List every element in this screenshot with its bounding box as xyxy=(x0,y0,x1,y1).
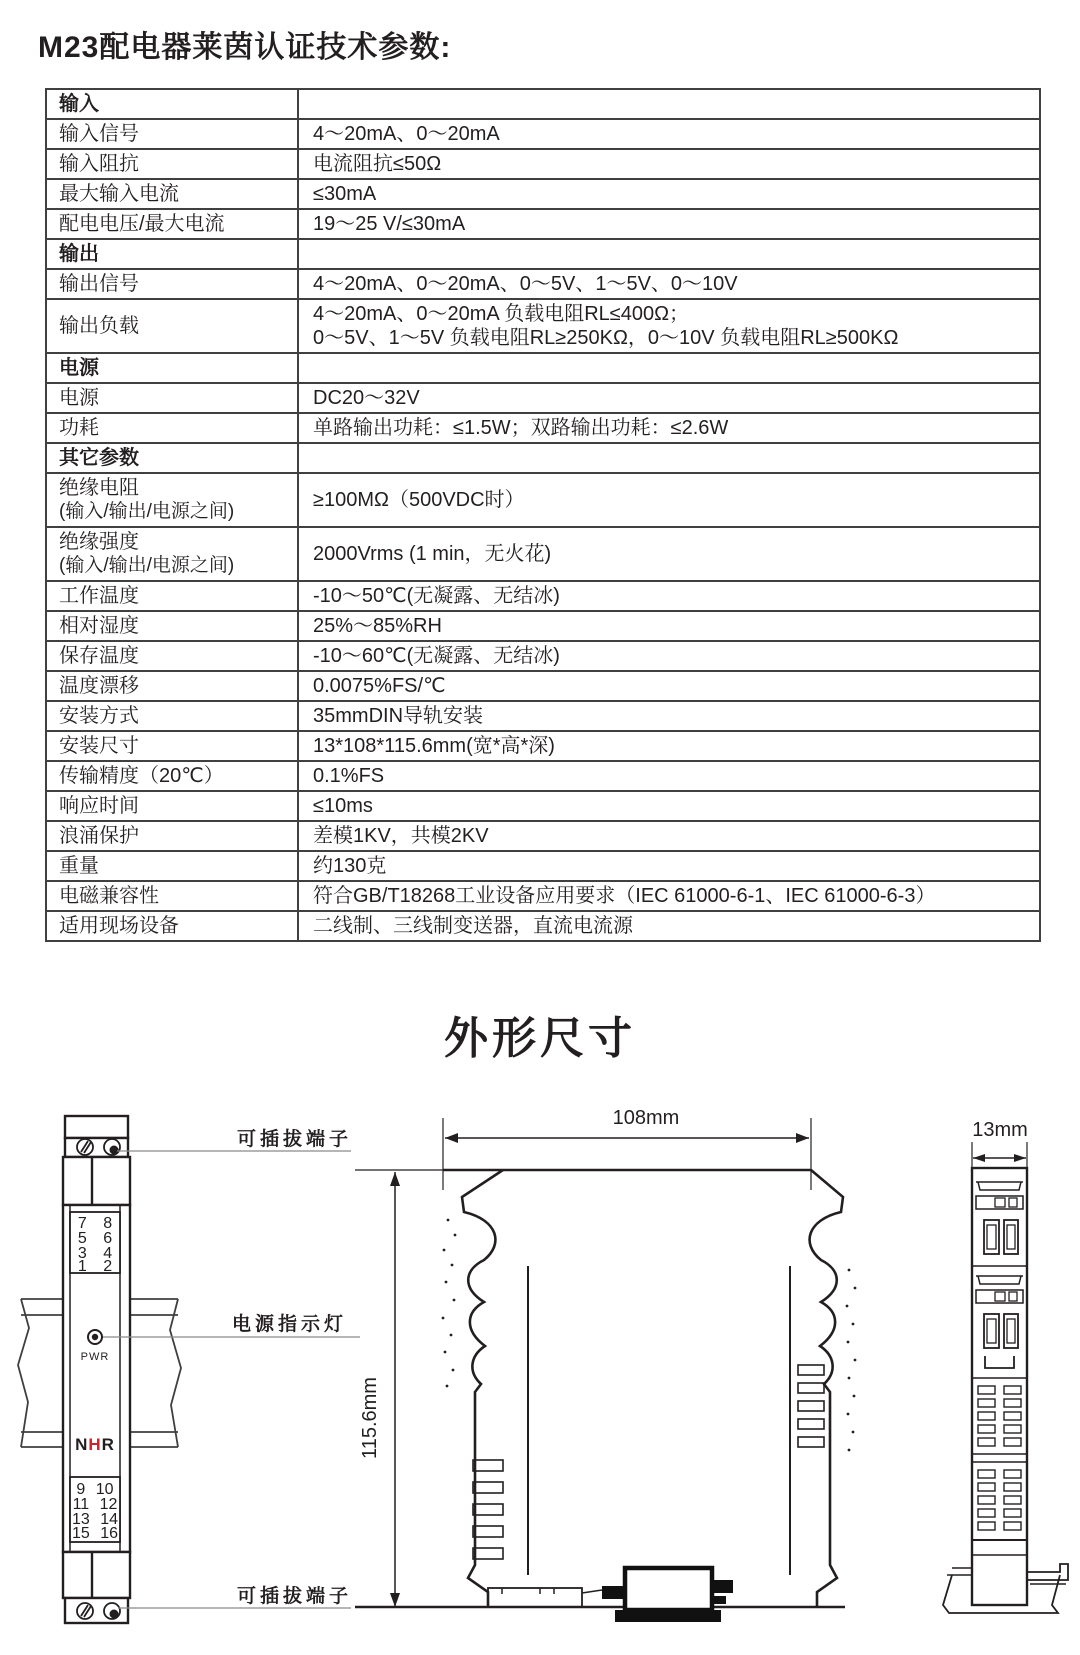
page-title: M23配电器莱茵认证技术参数: xyxy=(38,31,452,64)
param-label: 输出 xyxy=(59,243,99,265)
param-value: 电流阻抗≤50Ω xyxy=(313,153,442,175)
param-label: 绝缘电阻 xyxy=(59,477,139,499)
param-value: 符合GB/T18268工业设备应用要求（IEC 61000-6-1、IEC 61000-6-3） xyxy=(313,885,936,907)
table-row xyxy=(46,353,1040,383)
end-vent-slots xyxy=(972,1386,1027,1530)
table-row xyxy=(46,641,1040,671)
param-value: 35mmDIN导轨安装 xyxy=(313,705,484,727)
nhr-logo: NHR xyxy=(75,1435,115,1454)
param-label: 电源 xyxy=(59,357,99,379)
param-value: 19～25 V/≤30mA xyxy=(313,213,466,235)
param-value: DC20～32V xyxy=(313,387,420,409)
param-value: 二线制、三线制变送器，直流电流源 xyxy=(313,915,633,937)
module-front-view xyxy=(63,1116,130,1623)
param-label: 电源 xyxy=(59,387,99,409)
table-row xyxy=(46,209,1040,239)
param-value: 4～20mA、0～20mA xyxy=(313,123,500,145)
svg-text:13 14: 13 14 xyxy=(71,1511,119,1528)
table-row xyxy=(46,671,1040,701)
param-value: 0.0075%FS/℃ xyxy=(313,675,446,697)
param-label-note: (输入/输出/电源之间) xyxy=(59,501,235,522)
table-row xyxy=(46,89,1040,119)
param-value: ≤10ms xyxy=(313,795,373,817)
param-value: -10～60℃(无凝露、无结冰) xyxy=(313,645,560,667)
pluggable-terminal-bottom-label: 可插拔端子 xyxy=(237,1586,353,1607)
param-label: 最大输入电流 xyxy=(59,183,179,205)
param-value: 0.1%FS xyxy=(313,765,385,787)
svg-text:1 2: 1 2 xyxy=(77,1258,113,1275)
end-view-drawing xyxy=(900,1060,1080,1645)
param-value: 4～20mA、0～20mA 负载电阻RL≤400Ω； xyxy=(313,303,690,325)
width-dim-label: 108mm xyxy=(612,1107,680,1129)
param-value: 25%～85%RH xyxy=(313,615,442,637)
table-row xyxy=(46,881,1040,911)
terminal-numbers-bottom xyxy=(72,1481,118,1542)
svg-text:5 6: 5 6 xyxy=(77,1230,113,1247)
param-label: 输出信号 xyxy=(59,273,139,295)
param-value: 13*108*115.6mm(宽*高*深) xyxy=(313,735,555,757)
table-row xyxy=(46,179,1040,209)
din-clip xyxy=(602,1568,733,1622)
svg-text:11 12: 11 12 xyxy=(72,1496,118,1513)
table-row xyxy=(46,611,1040,641)
param-label: 功耗 xyxy=(59,417,99,439)
param-label: 输入信号 xyxy=(59,123,139,145)
param-value: 4～20mA、0～20mA、0～5V、1～5V、0～10V xyxy=(313,273,738,295)
svg-text:15 16: 15 16 xyxy=(71,1525,119,1542)
depth-dim-label: 13mm xyxy=(972,1119,1028,1141)
param-value: 单路输出功耗：≤1.5W；双路输出功耗：≤2.6W xyxy=(313,417,729,439)
param-label: 响应时间 xyxy=(59,795,139,817)
param-label: 相对湿度 xyxy=(59,615,139,637)
table-row xyxy=(46,527,1040,581)
module-side-profile xyxy=(355,1170,845,1607)
table-row xyxy=(46,443,1040,473)
terminal-numbers-top xyxy=(78,1215,112,1275)
height-dim-label: 115.6mm xyxy=(359,1377,381,1459)
table-row xyxy=(46,761,1040,791)
table-row xyxy=(46,911,1040,941)
outline-section-title: 外形尺寸 xyxy=(444,1014,636,1063)
front-view-drawing xyxy=(15,1050,365,1640)
end-base-and-rail xyxy=(943,1540,1068,1613)
param-label: 输入 xyxy=(59,93,99,115)
param-value: 0～5V、1～5V 负载电阻RL≥250KΩ，0～10V 负载电阻RL≥500KΩ xyxy=(313,327,899,349)
param-label: 工作温度 xyxy=(59,585,139,607)
side-view-drawing xyxy=(340,1060,860,1645)
param-value: 约130克 xyxy=(313,855,387,877)
param-label: 重量 xyxy=(59,855,99,877)
table-row xyxy=(46,851,1040,881)
table-row xyxy=(46,821,1040,851)
svg-text:7 8: 7 8 xyxy=(77,1215,113,1232)
param-label: 配电电压/最大电流 xyxy=(59,213,225,235)
param-label: 电磁兼容性 xyxy=(59,885,159,907)
spec-table xyxy=(45,88,1041,942)
svg-text:PWR: PWR xyxy=(80,1351,110,1363)
param-label: 输出负载 xyxy=(59,315,139,337)
table-row xyxy=(46,701,1040,731)
vent-slots-left xyxy=(473,1460,503,1559)
param-value: -10～50℃(无凝露、无结冰) xyxy=(313,585,560,607)
table-row xyxy=(46,383,1040,413)
svg-text:3 4: 3 4 xyxy=(77,1245,113,1262)
table-row xyxy=(46,299,1040,353)
param-label: 传输精度（20℃） xyxy=(59,765,224,787)
pluggable-terminal-top-label: 可插拔端子 xyxy=(237,1129,353,1150)
dot-pattern xyxy=(442,1219,857,1452)
param-label: 其它参数 xyxy=(59,447,139,469)
param-label: 保存温度 xyxy=(59,645,139,667)
param-value: 2000Vrms (1 min，无火花) xyxy=(313,543,552,565)
param-label: 输入阻抗 xyxy=(59,153,139,175)
param-label: 安装方式 xyxy=(59,705,139,727)
table-row xyxy=(46,581,1040,611)
param-value: 差模1KV，共模2KV xyxy=(313,825,489,847)
table-row xyxy=(46,269,1040,299)
table-row xyxy=(46,731,1040,761)
table-row xyxy=(46,791,1040,821)
param-label: 绝缘强度 xyxy=(59,531,139,553)
table-row xyxy=(46,239,1040,269)
param-value: ≥100MΩ（500VDC时） xyxy=(313,489,525,511)
param-label: 浪涌保护 xyxy=(59,825,139,847)
spec-table-wrap xyxy=(45,88,1041,942)
param-label: 适用现场设备 xyxy=(59,915,179,937)
callout-leader-lines xyxy=(103,1151,360,1608)
table-row xyxy=(46,473,1040,527)
param-label: 安装尺寸 xyxy=(59,735,139,757)
param-label: 温度漂移 xyxy=(59,675,139,697)
param-label-note: (输入/输出/电源之间) xyxy=(59,555,235,576)
table-row xyxy=(46,413,1040,443)
power-indicator-label: 电源指示灯 xyxy=(232,1314,348,1335)
table-row xyxy=(46,149,1040,179)
svg-text:9 10: 9 10 xyxy=(76,1481,114,1498)
param-value: ≤30mA xyxy=(313,183,377,205)
table-row xyxy=(46,119,1040,149)
vent-slots-right xyxy=(798,1365,824,1447)
